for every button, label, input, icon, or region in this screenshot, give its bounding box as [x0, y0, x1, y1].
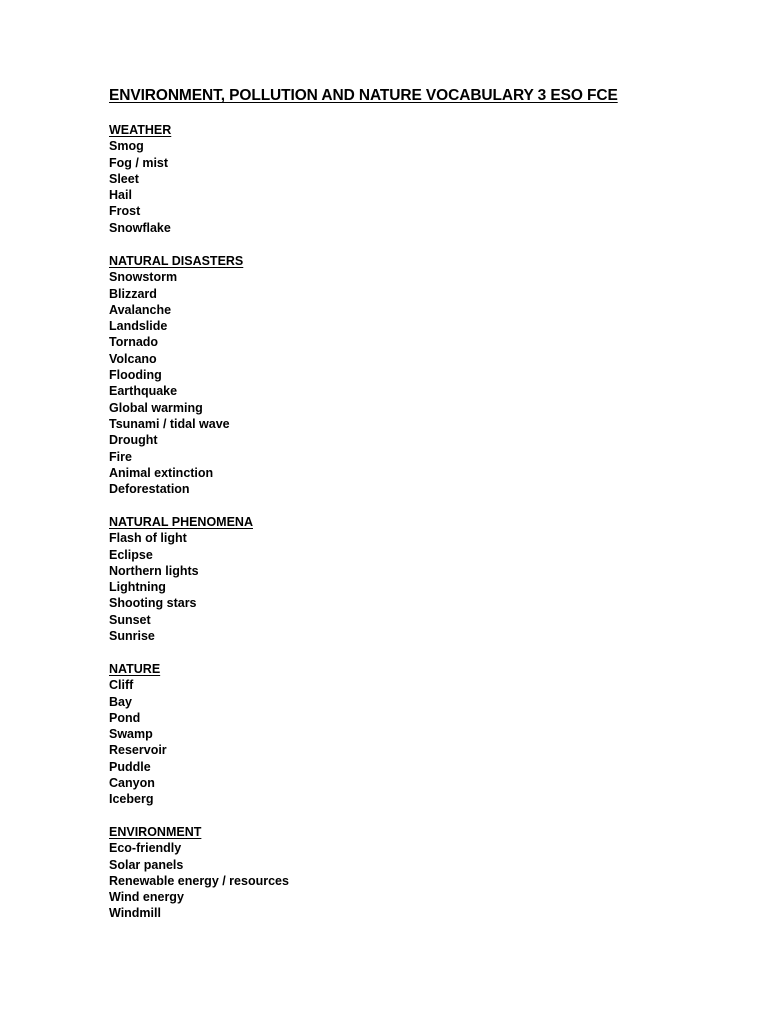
vocabulary-item: Flash of light — [109, 531, 187, 546]
vocabulary-item: Frost — [109, 204, 141, 219]
section-natural-disasters — [109, 253, 609, 497]
word-list-nature — [109, 677, 609, 807]
vocabulary-item: Animal extinction — [109, 465, 214, 480]
word-list-environment — [109, 840, 609, 921]
vocabulary-item: Avalanche — [109, 302, 172, 317]
vocabulary-item: Drought — [109, 433, 158, 448]
vocabulary-item: Volcano — [109, 351, 157, 366]
vocabulary-item: Solar panels — [109, 857, 184, 872]
vocabulary-item: Smog — [109, 139, 144, 154]
vocabulary-item: Tornado — [109, 335, 159, 350]
vocabulary-item: Iceberg — [109, 792, 154, 807]
word-list-natural-phenomena — [109, 530, 609, 644]
vocabulary-item: Lightning — [109, 580, 166, 595]
document-title: ENVIRONMENT, POLLUTION AND NATURE VOCABULARY 3 ESO FCE — [109, 87, 618, 104]
vocabulary-item: Bay — [109, 694, 132, 709]
vocabulary-item: Reservoir — [109, 743, 167, 758]
vocabulary-item: Snowstorm — [109, 270, 178, 285]
vocabulary-item: Sunrise — [109, 629, 155, 644]
vocabulary-item: Eco-friendly — [109, 841, 182, 856]
vocabulary-item: Renewable energy / resources — [109, 873, 289, 888]
vocabulary-item: Blizzard — [109, 286, 157, 301]
section-nature — [109, 661, 609, 808]
word-list-natural-disasters — [109, 269, 609, 497]
vocabulary-item: Global warming — [109, 400, 203, 415]
vocabulary-item: Hail — [109, 188, 132, 203]
vocabulary-item: Canyon — [109, 776, 155, 791]
section-natural-phenomena — [109, 514, 609, 644]
vocabulary-item: Shooting stars — [109, 596, 197, 611]
vocabulary-item: Sleet — [109, 171, 139, 186]
vocabulary-item: Sunset — [109, 612, 151, 627]
vocabulary-item: Fog / mist — [109, 155, 169, 170]
vocabulary-item: Puddle — [109, 759, 151, 774]
vocabulary-item: Cliff — [109, 678, 134, 693]
vocabulary-item: Northern lights — [109, 563, 199, 578]
section-heading-nature: NATURE — [109, 662, 161, 676]
section-heading-environment: ENVIRONMENT — [109, 825, 202, 839]
section-environment — [109, 824, 609, 922]
section-heading-natural-disasters: NATURAL DISASTERS — [109, 254, 244, 268]
vocabulary-item: Eclipse — [109, 547, 153, 562]
vocabulary-item: Windmill — [109, 906, 161, 921]
vocabulary-item: Tsunami / tidal wave — [109, 416, 230, 431]
section-heading-weather: WEATHER — [109, 123, 172, 137]
vocabulary-item: Fire — [109, 449, 132, 464]
vocabulary-item: Deforestation — [109, 482, 190, 497]
vocabulary-item: Landslide — [109, 319, 168, 334]
vocabulary-item: Flooding — [109, 368, 162, 383]
vocabulary-item: Wind energy — [109, 890, 184, 905]
section-heading-natural-phenomena: NATURAL PHENOMENA — [109, 515, 253, 529]
vocabulary-item: Snowflake — [109, 220, 171, 235]
section-weather — [109, 122, 609, 236]
vocabulary-item: Earthquake — [109, 384, 178, 399]
vocabulary-item: Swamp — [109, 727, 153, 742]
vocabulary-item: Pond — [109, 710, 141, 725]
word-list-weather — [109, 138, 609, 236]
